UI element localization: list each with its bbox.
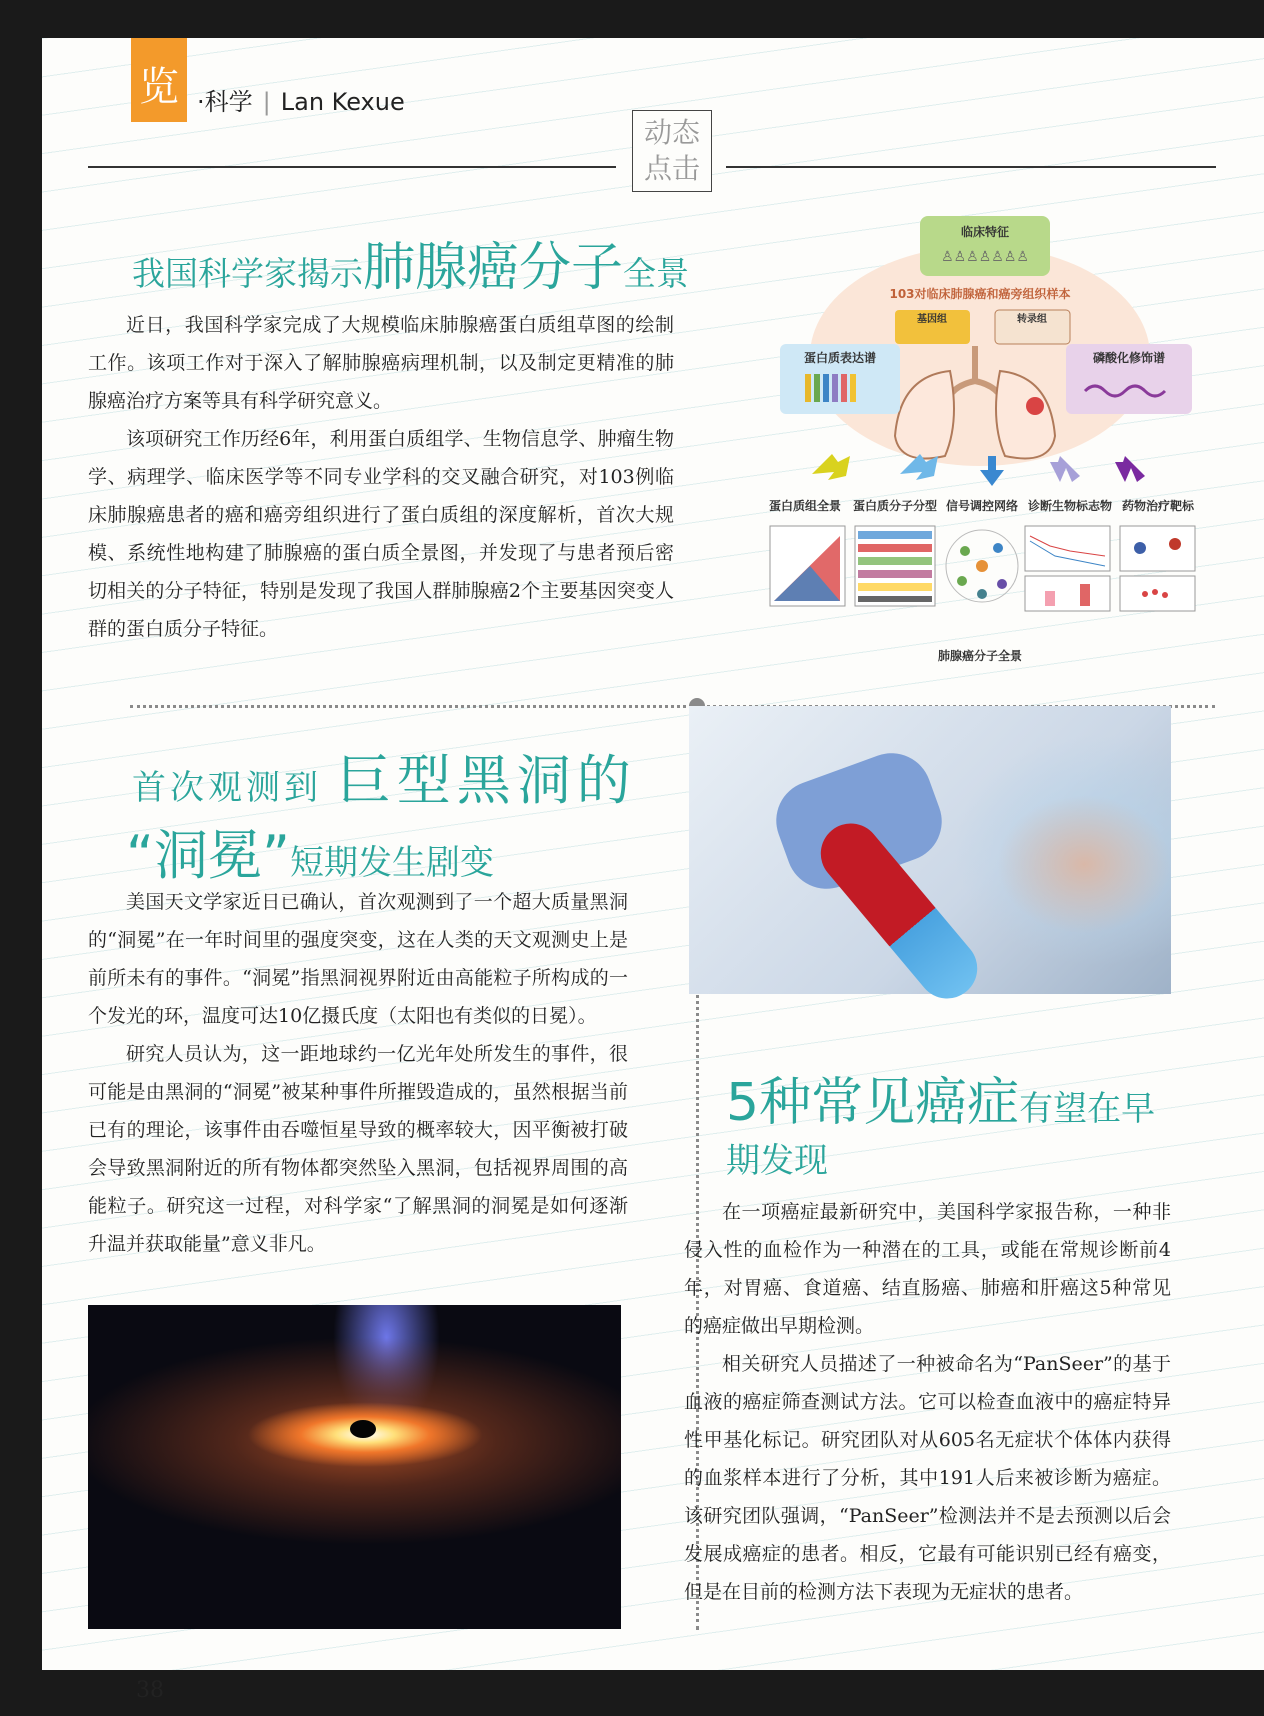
article1-paragraph: 该项研究工作历经6年，利用蛋白质组学、生物信息学、肿瘤生物学、病理学、临床医学等不同专业学科的交叉融合研究，对103例临床肺腺癌患者的癌和癌旁组织进行了蛋白质组的深度解析，首次大规模、系统性地构建了肺腺癌的蛋白质全景图，并发现了与患者预后密切相关的分子特征，特别是发现了我国人群肺腺癌2个主要基因突变人群的蛋白质分子特征。: [88, 428, 674, 640]
article1-paragraph: 近日，我国科学家完成了大规模临床肺腺癌蛋白质组草图的绘制工作。该项工作对于深入了解肺腺癌病理机制，以及制定更精准的肺腺癌治疗方案等具有科学研究意义。: [88, 314, 674, 412]
article2-paragraph: 美国天文学家近日已确认，首次观测到了一个超大质量黑洞的“洞冕”在一年时间里的强度突变，这在人类的天文观测史上是前所未有的事件。“洞冕”指黑洞视界附近由高能粒子所构成的一个发光的环，温度可达10亿摄氏度（太阳也有类似的日冕）。: [88, 891, 628, 1027]
column-title: ·科学: [197, 88, 253, 116]
article2-title-line2: [126, 813, 494, 890]
article1-title-big: 肺腺癌分子: [363, 238, 624, 298]
header-rule-left: [88, 166, 616, 168]
section-label-line1: 动态: [643, 116, 700, 149]
output-label: 诊断生物标志物: [1027, 499, 1113, 513]
article2-title-big: 巨型黑洞的: [336, 749, 637, 812]
protein-expr-label: 蛋白质表达谱: [803, 351, 877, 365]
article1-title-pre: 我国科学家揭示: [132, 254, 363, 293]
phospho-label: 磷酸化修饰谱: [1092, 351, 1166, 365]
blood-test-image: [689, 706, 1171, 994]
article2-title-line1: [132, 738, 637, 815]
thumbnail-network: [946, 530, 1018, 602]
magazine-page: [42, 38, 1264, 1703]
article1-title: [132, 238, 689, 304]
arrow-icon: [812, 454, 850, 480]
output-label: 药物治疗靶标: [1121, 499, 1195, 513]
column-badge: 览: [131, 38, 187, 122]
people-icons: ♙♙♙♙♙♙♙: [941, 249, 1029, 265]
tumor-marker: [1026, 397, 1044, 415]
thumbnail-biomarker: [1025, 526, 1110, 611]
article2-title2-post: 短期发生剧变: [289, 843, 494, 883]
column-title-en: Lan Kexue: [280, 88, 405, 116]
article2-title-pre: 首次观测到: [132, 768, 322, 808]
samples-label: 103对临床肺腺癌和癌旁组织样本: [889, 287, 1071, 301]
article2-paragraph: 研究人员认为，这一距地球约一亿光年处所发生的事件，很可能是由黑洞的“洞冕”被某种事件所摧毁造成的，虽然根据当前已有的理论，该事件由吞噬恒星导致的概率较大，因平衡被打破会导致黑洞附近的所有物体都突然坠入黑洞，包括视界周围的高能粒子。研究这一过程，对科学家“了解黑洞的洞冕是如何逐渐升温并获取能量”意义非凡。: [88, 1043, 628, 1255]
article3-title-line2: 期发现: [726, 1141, 828, 1181]
transcriptome-label: 转录组: [1017, 314, 1047, 325]
article2-title2-big: “洞冕”: [126, 824, 290, 887]
output-label: 蛋白质组全景: [768, 499, 842, 513]
arrow-icon: [1115, 456, 1145, 482]
article1-body: [88, 306, 674, 648]
section-label: [632, 110, 712, 192]
output-label: 信号调控网络: [945, 499, 1019, 513]
lung-cancer-diagram: [750, 206, 1210, 676]
clinical-label: 临床特征: [960, 225, 1010, 239]
black-hole-image: [88, 1305, 621, 1629]
article3-body: [684, 1193, 1171, 1611]
figure-caption: 肺腺癌分子全景: [937, 649, 1023, 663]
article2-body: [88, 883, 628, 1263]
article3-paragraph: 在一项癌症最新研究中，美国科学家报告称，一种非侵入性的血检作为一种潜在的工具，或能在常规诊断前4年，对胃癌、食道癌、结直肠癌、肺癌和肝癌这5种常见的癌症做出早期检测。: [684, 1201, 1171, 1337]
genome-label: 基因组: [917, 314, 947, 325]
section-label-line2: 点击: [643, 152, 700, 185]
column-header: ·科学 | Lan Kexue: [197, 88, 405, 116]
thumbnail-drug-target: [1120, 526, 1195, 611]
lung-cancer-figure: [750, 206, 1210, 676]
header-rule-right: [726, 166, 1216, 168]
thumbnail-heatmap: [855, 526, 935, 606]
output-label: 蛋白质分子分型: [852, 499, 938, 513]
article3-title-big: 5种常见癌症: [726, 1073, 1020, 1133]
article3-title-line1: [726, 1060, 1155, 1135]
article3-paragraph: 相关研究人员描述了一种被命名为“PanSeer”的基于血液的癌症筛查测试方法。它可以检查血液中的癌症特异性甲基化标记。研究团队对从605名无症状个体体内获得的血浆样本进行了分析，其中191人后来被诊断为癌症。该研究团队强调，“PanSeer”检测法并不是去预测以后会发展成癌症的患者。相反，它最有可能识别已经有癌变，但是在目前的检测方法下表现为无症状的患者。: [684, 1353, 1171, 1603]
article1-title-post: 全景: [623, 254, 690, 293]
page-number: 38: [136, 1678, 164, 1703]
black-hole-core: [350, 1420, 376, 1438]
arrow-icon: [1050, 456, 1080, 482]
thumbnail-landscape: [770, 526, 845, 606]
article3-title-post: 有望在早: [1019, 1089, 1156, 1129]
